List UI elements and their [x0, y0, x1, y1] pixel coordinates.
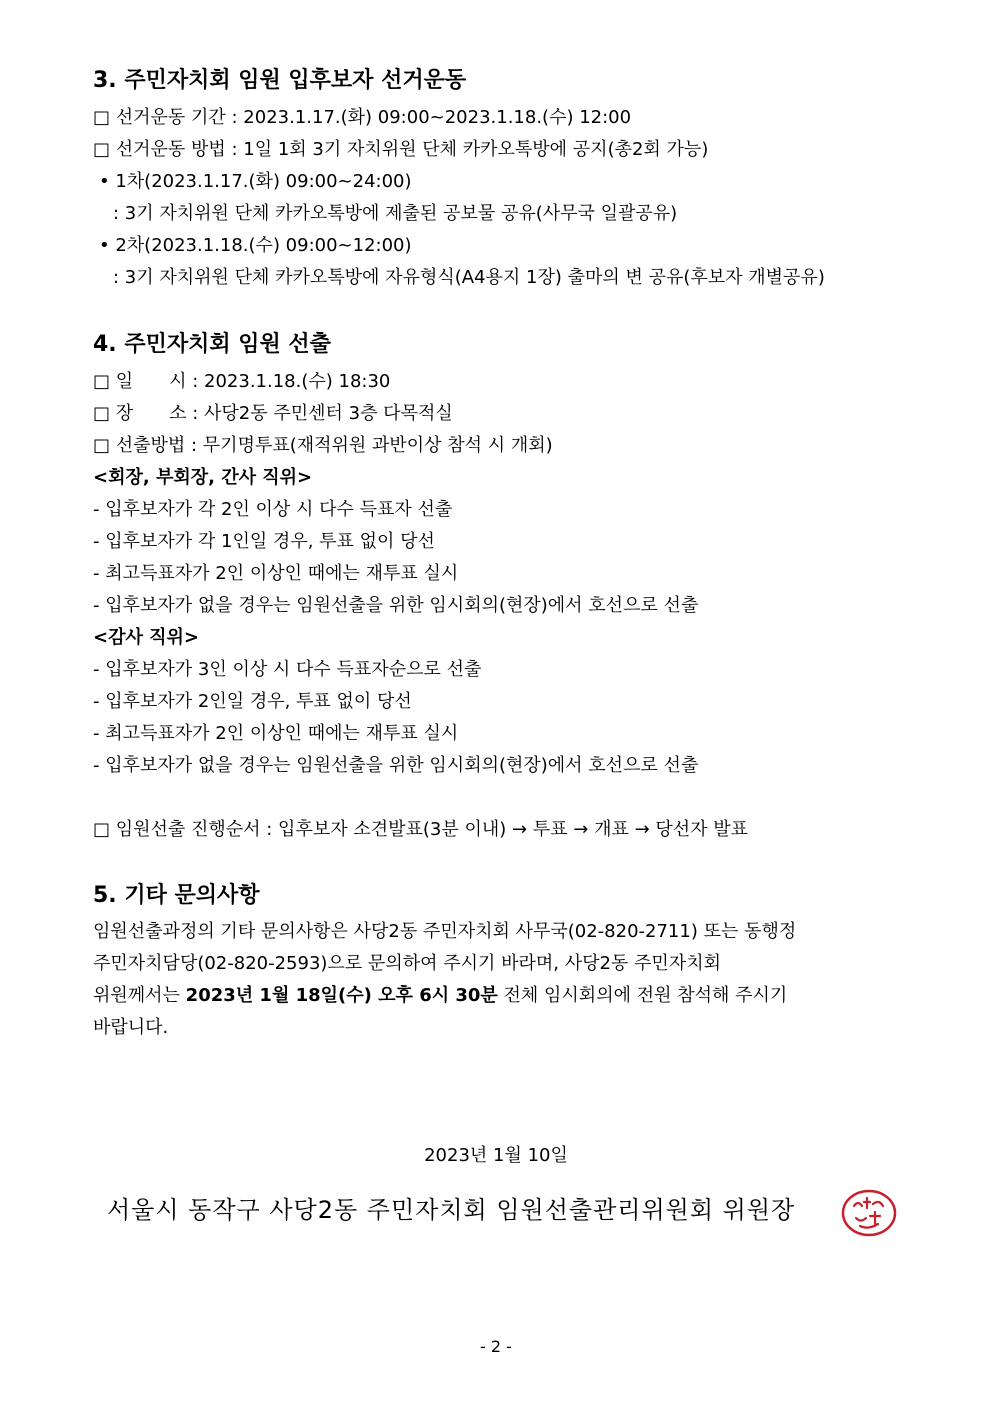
officers-rule-4: - 입후보자가 없을 경우는 임원선출을 위한 임시회의(현장)에서 호선으로 선출 — [93, 595, 699, 616]
inquiry-line-3 — [93, 983, 787, 1009]
official-seal-icon — [840, 1188, 898, 1238]
second-round: • 2차(2023.1.18.(수) 09:00~12:00) — [99, 235, 412, 256]
campaign-method: □ 선거운동 방법 : 1일 1회 3기 자치위원 단체 카카오톡방에 공지(총2회 가능) — [93, 139, 709, 160]
section-3-title: 3. 주민자치회 임원 입후보자 선거운동 — [93, 68, 467, 93]
officers-rule-2: - 입후보자가 각 1인일 경우, 투표 없이 당선 — [93, 531, 435, 552]
subsection-auditor: <감사 직위> — [93, 627, 199, 648]
campaign-period: □ 선거운동 기간 : 2023.1.17.(화) 09:00~2023.1.18.(수) 12:00 — [93, 107, 632, 128]
issuer-title: 서울시 동작구 사당2동 주민자치회 임원선출관리위원회 위원장 — [107, 1196, 796, 1224]
subsection-officers: <회장, 부회장, 간사 직위> — [93, 467, 313, 488]
auditor-rule-1: - 입후보자가 3인 이상 시 다수 득표자순으로 선출 — [93, 659, 482, 680]
page-number: - 2 - — [480, 1337, 512, 1356]
meeting-datetime: 2023년 1월 18일(수) 오후 6시 30분 — [185, 985, 498, 1006]
inquiry-line-3-pre: 위원께서는 — [93, 985, 186, 1006]
first-round: • 1차(2023.1.17.(화) 09:00~24:00) — [99, 171, 412, 192]
inquiry-line-2: 주민자치담당(02-820-2593)으로 문의하여 주시기 바라며, 사당2동 주민자치회 — [93, 953, 721, 974]
officers-rule-1: - 입후보자가 각 2인 이상 시 다수 득표자 선출 — [93, 499, 453, 520]
issue-date: 2023년 1월 10일 — [424, 1145, 568, 1166]
election-method: □ 선출방법 : 무기명투표(재적위원 과반이상 참석 시 개회) — [93, 435, 553, 456]
section-4-title: 4. 주민자치회 임원 선출 — [93, 332, 331, 357]
election-order: □ 임원선출 진행순서 : 입후보자 소견발표(3분 이내) → 투표 → 개표 → 당선자 발표 — [93, 819, 749, 840]
auditor-rule-2: - 입후보자가 2인일 경우, 투표 없이 당선 — [93, 691, 412, 712]
auditor-rule-4: - 입후보자가 없을 경우는 임원선출을 위한 임시회의(현장)에서 호선으로 선출 — [93, 755, 699, 776]
inquiry-line-1: 임원선출과정의 기타 문의사항은 사당2동 주민자치회 사무국(02-820-2711) 또는 동행정 — [93, 921, 797, 942]
first-round-detail: : 3기 자치위원 단체 카카오톡방에 제출된 공보물 공유(사무국 일괄공유) — [113, 203, 678, 224]
section-5-title: 5. 기타 문의사항 — [93, 883, 260, 908]
inquiry-line-3-post: 전체 임시회의에 전원 참석해 주시기 — [497, 985, 788, 1006]
election-datetime: □ 일 시 : 2023.1.18.(수) 18:30 — [93, 371, 391, 392]
second-round-detail: : 3기 자치위원 단체 카카오톡방에 자유형식(A4용지 1장) 출마의 변 공유(후보자 개별공유) — [113, 267, 825, 288]
inquiry-line-4: 바랍니다. — [93, 1017, 169, 1038]
election-place: □ 장 소 : 사당2동 주민센터 3층 다목적실 — [93, 403, 453, 424]
officers-rule-3: - 최고득표자가 2인 이상인 때에는 재투표 실시 — [93, 563, 459, 584]
auditor-rule-3: - 최고득표자가 2인 이상인 때에는 재투표 실시 — [93, 723, 459, 744]
